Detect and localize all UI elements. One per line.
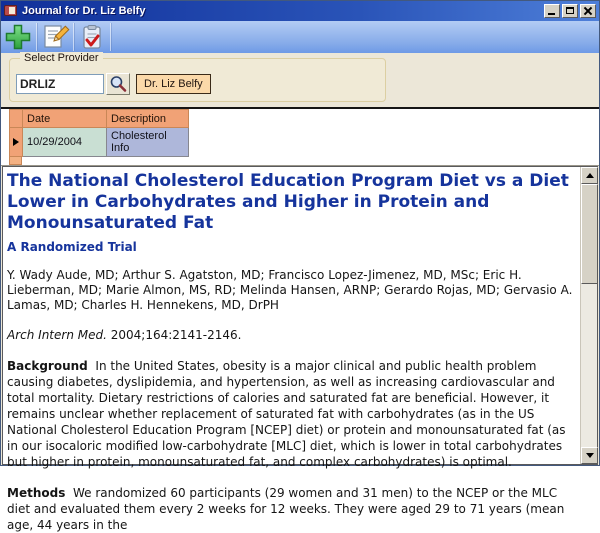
article-subtitle: A Randomized Trial: [7, 240, 137, 254]
arrow-up-icon: [586, 173, 594, 178]
citation-rest: 2004;164:2141-2146.: [106, 328, 242, 342]
date-cell[interactable]: 10/29/2004: [23, 128, 107, 157]
journal-grid-panel: [1, 107, 599, 166]
article-section-methods: [7, 485, 576, 533]
minimize-icon: [548, 13, 555, 15]
row-selector-cell[interactable]: [10, 128, 23, 157]
article-title: The National Cholesterol Education Program Diet vs a Diet Lower in Carbohydrates and Higher in Protein and Monounsaturated Fat: [7, 171, 569, 233]
selector-header-cell: [10, 110, 23, 128]
scrollbar-thumb[interactable]: [581, 184, 598, 284]
provider-code-input[interactable]: [16, 74, 104, 94]
toolbar-separator: [110, 23, 111, 51]
arrow-down-icon: [586, 453, 594, 458]
row-selector-arrow-icon: [13, 138, 19, 146]
toolbar-separator: [36, 23, 37, 51]
minimize-button[interactable]: [544, 4, 560, 18]
article-section-background: [7, 358, 576, 470]
clipboard-check-icon: [78, 23, 106, 51]
section-text: In the United States, obesity is a major clinical and public health problem causing diabetes, dyslipidemia, and hypertension, as well as increasing cardiovascular and total mortality. Dietary restrictions of calories and saturated fat are beneficial. However, it remains unclear whether replacement of saturated fat with carbohydrates (as in the US National Cholesterol Education Program [NCEP] diet) or protein and monounsaturated fat (as in our isocaloric modified low-carbohydrate [MLC] diet, which is lower in total carbohydrates but higher in protein, monounsaturated fat, and complex carbohydrates) is optimal.: [7, 359, 566, 469]
close-button[interactable]: [580, 4, 596, 18]
journal-table: [9, 109, 189, 157]
date-column-header[interactable]: Date: [23, 110, 107, 128]
article-content: [3, 167, 580, 532]
journal-book-icon: [4, 5, 18, 17]
window-title: Journal for Dr. Liz Belfy: [22, 5, 146, 17]
select-provider-groupbox: [9, 52, 386, 102]
maximize-icon: [566, 7, 574, 14]
description-column-header[interactable]: Description: [107, 110, 189, 128]
add-entry-button[interactable]: [1, 22, 35, 52]
table-row[interactable]: [10, 128, 189, 157]
titlebar[interactable]: [1, 1, 599, 21]
plus-icon: [4, 23, 32, 51]
edit-note-icon: [41, 23, 69, 51]
section-text: We randomized 60 participants (29 women and 31 men) to the NCEP or the MLC diet and evaluated them every 2 weeks for 12 weeks. They were aged 29 to 71 years (mean age, 44 years in the: [7, 486, 565, 532]
section-heading: Background: [7, 359, 88, 373]
document-viewer: [2, 166, 598, 532]
article-citation: [7, 327, 576, 343]
toolbar-separator: [73, 23, 74, 51]
maximize-button[interactable]: [562, 4, 578, 18]
select-provider-label: Select Provider: [20, 52, 103, 64]
provider-name-badge: Dr. Liz Belfy: [136, 74, 211, 94]
verify-entry-button[interactable]: [75, 22, 109, 52]
section-heading: Methods: [7, 486, 66, 500]
provider-form: [1, 53, 599, 107]
table-header-row: [10, 110, 189, 128]
magnifier-icon: [109, 75, 127, 93]
edit-entry-button[interactable]: [38, 22, 72, 52]
toolbar: [1, 21, 599, 53]
scroll-down-button[interactable]: [581, 447, 598, 464]
citation-journal: Arch Intern Med.: [7, 328, 107, 342]
article-authors: Y. Wady Aude, MD; Arthur S. Agatston, MD; Francisco Lopez-Jimenez, MD, MSc; Eric H. Lieberman, MD; Marie Almon, MS, RD; Melinda Hansen, ARNP; Gerardo Rojas, MD; Gervasio A. Lamas, MD; Charles H. Hennekens, MD, DrPH: [7, 268, 573, 312]
scroll-up-button[interactable]: [581, 167, 598, 184]
description-cell[interactable]: Cholesterol Info: [107, 128, 189, 157]
provider-search-button[interactable]: [106, 73, 130, 95]
vertical-scrollbar[interactable]: [580, 167, 597, 464]
